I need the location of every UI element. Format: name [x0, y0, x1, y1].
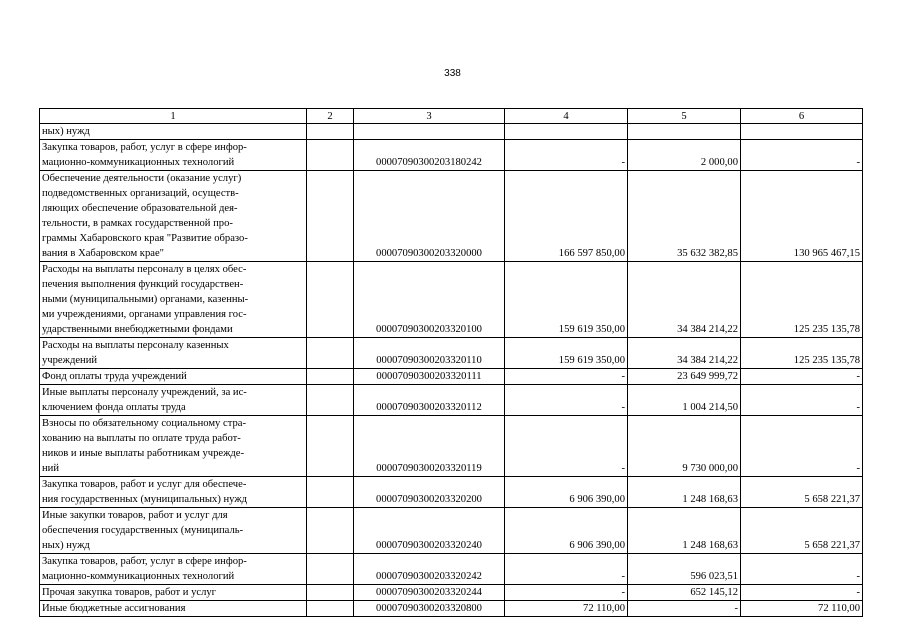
- row-value-col5: 2 000,00: [628, 140, 741, 171]
- row-name-line: печения выполнения функций государствен-: [42, 279, 244, 290]
- row-name-line: ния государственных (муниципальных) нужд: [42, 494, 248, 505]
- row-value-col5: 1 248 168,63: [628, 508, 741, 554]
- row-code: 00007090300203320200: [354, 477, 505, 508]
- row-code: 00007090300203320112: [354, 385, 505, 416]
- row-name-line: ний: [42, 463, 60, 474]
- row-col2: [307, 554, 354, 585]
- row-code: 00007090300203320000: [354, 171, 505, 262]
- row-col2: [307, 585, 354, 601]
- row-name: [40, 601, 307, 617]
- row-name: [40, 171, 307, 262]
- row-name-line: мационно-коммуникационных технологий: [42, 157, 235, 168]
- row-name-line: Расходы на выплаты персоналу в целях обес-: [42, 264, 247, 275]
- table-row: [40, 477, 863, 508]
- row-name-line: ляющих обеспечение образовательной дея-: [42, 203, 238, 214]
- row-value-col4: 72 110,00: [505, 601, 628, 617]
- row-value-col5: 652 145,12: [628, 585, 741, 601]
- row-name-line: Прочая закупка товаров, работ и услуг: [42, 587, 217, 598]
- row-code: 00007090300203320800: [354, 601, 505, 617]
- row-code: 00007090300203180242: [354, 140, 505, 171]
- row-col2: [307, 262, 354, 338]
- column-header-6: 6: [741, 109, 863, 124]
- row-value-col6: -: [741, 416, 863, 477]
- row-code: 00007090300203320119: [354, 416, 505, 477]
- row-name-line: ключением фонда оплаты труда: [42, 402, 186, 413]
- row-value-col6: -: [741, 140, 863, 171]
- row-name: [40, 369, 307, 385]
- row-name-line: ных) нужд: [42, 126, 90, 137]
- table-row: [40, 171, 863, 262]
- row-code: 00007090300203320242: [354, 554, 505, 585]
- row-value-col5: 9 730 000,00: [628, 416, 741, 477]
- row-name: [40, 508, 307, 554]
- row-name-line: ников и иные выплаты работникам учрежде-: [42, 448, 245, 459]
- table-header-row: [40, 109, 863, 124]
- table-row: [40, 124, 863, 140]
- row-col2: [307, 140, 354, 171]
- row-name-line: мационно-коммуникационных технологий: [42, 571, 235, 582]
- row-value-col4: 6 906 390,00: [505, 477, 628, 508]
- row-name-line: ударственными внебюджетными фондами: [42, 324, 233, 335]
- row-value-col6: -: [741, 554, 863, 585]
- table-row: [40, 338, 863, 369]
- row-name-line: Иные выплаты персоналу учреждений, за ис-: [42, 387, 247, 398]
- page-number: 338: [444, 68, 461, 79]
- row-col2: [307, 508, 354, 554]
- row-name: [40, 124, 307, 140]
- column-header-4: 4: [505, 109, 628, 124]
- row-col2: [307, 601, 354, 617]
- row-name: [40, 477, 307, 508]
- row-value-col6: 5 658 221,37: [741, 477, 863, 508]
- row-name-line: Иные бюджетные ассигнования: [42, 603, 186, 614]
- row-value-col6: -: [741, 369, 863, 385]
- table-row: [40, 585, 863, 601]
- column-header-1: 1: [40, 109, 307, 124]
- row-col2: [307, 385, 354, 416]
- table-row: [40, 508, 863, 554]
- row-value-col6: -: [741, 385, 863, 416]
- row-name-line: ных) нужд: [42, 540, 90, 551]
- row-value-col4: -: [505, 416, 628, 477]
- row-name: [40, 554, 307, 585]
- row-name-line: подведомственных организаций, осуществ-: [42, 188, 239, 199]
- row-code: [354, 124, 505, 140]
- row-value-col6: 125 235 135,78: [741, 262, 863, 338]
- row-name: [40, 140, 307, 171]
- table-row: [40, 554, 863, 585]
- row-value-col5: 34 384 214,22: [628, 338, 741, 369]
- row-value-col4: 159 619 350,00: [505, 338, 628, 369]
- row-name-line: Закупка товаров, работ, услуг в сфере инфор-: [42, 142, 247, 153]
- row-col2: [307, 416, 354, 477]
- column-header-2: 2: [307, 109, 354, 124]
- row-name: [40, 585, 307, 601]
- row-name-line: Взносы по обязательному социальному стра-: [42, 418, 246, 429]
- row-value-col4: -: [505, 140, 628, 171]
- row-value-col5: -: [628, 601, 741, 617]
- row-value-col5: 34 384 214,22: [628, 262, 741, 338]
- row-col2: [307, 369, 354, 385]
- row-code: 00007090300203320100: [354, 262, 505, 338]
- row-col2: [307, 171, 354, 262]
- row-value-col4: -: [505, 385, 628, 416]
- row-value-col6: 72 110,00: [741, 601, 863, 617]
- row-name-line: учреждений: [42, 355, 98, 366]
- row-name-line: Иные закупки товаров, работ и услуг для: [42, 510, 228, 521]
- row-name-line: ми учреждениями, органами управления гос-: [42, 309, 247, 320]
- row-code: 00007090300203320111: [354, 369, 505, 385]
- row-name-line: Закупка товаров, работ, услуг в сфере инфор-: [42, 556, 247, 567]
- table-row: [40, 140, 863, 171]
- row-name: [40, 262, 307, 338]
- column-header-5: 5: [628, 109, 741, 124]
- row-code: 00007090300203320244: [354, 585, 505, 601]
- row-value-col4: 166 597 850,00: [505, 171, 628, 262]
- column-header-3: 3: [354, 109, 505, 124]
- row-value-col6: -: [741, 585, 863, 601]
- row-name-line: хованию на выплаты по оплате труда работ-: [42, 433, 241, 444]
- row-code: 00007090300203320240: [354, 508, 505, 554]
- table-row: [40, 262, 863, 338]
- row-name-line: Расходы на выплаты персоналу казенных: [42, 340, 229, 351]
- row-name-line: граммы Хабаровского края "Развитие образо-: [42, 233, 248, 244]
- row-code: 00007090300203320110: [354, 338, 505, 369]
- row-name-line: ными (муниципальными) органами, казенны-: [42, 294, 249, 305]
- row-name-line: Закупка товаров, работ и услуг для обеспече-: [42, 479, 247, 490]
- row-value-col6: 5 658 221,37: [741, 508, 863, 554]
- row-value-col4: -: [505, 585, 628, 601]
- table-row: [40, 385, 863, 416]
- row-value-col4: 159 619 350,00: [505, 262, 628, 338]
- budget-table: [39, 108, 863, 617]
- table-body: [40, 109, 863, 617]
- row-name: [40, 338, 307, 369]
- row-value-col5: 23 649 999,72: [628, 369, 741, 385]
- row-value-col4: [505, 124, 628, 140]
- row-name-line: обеспечения государственных (муниципаль-: [42, 525, 244, 536]
- row-value-col6: 125 235 135,78: [741, 338, 863, 369]
- row-value-col5: 1 004 214,50: [628, 385, 741, 416]
- row-name-line: вания в Хабаровском крае": [42, 248, 164, 259]
- row-value-col5: 35 632 382,85: [628, 171, 741, 262]
- row-name: [40, 416, 307, 477]
- table-row: [40, 416, 863, 477]
- row-value-col4: 6 906 390,00: [505, 508, 628, 554]
- row-col2: [307, 124, 354, 140]
- row-value-col5: [628, 124, 741, 140]
- row-value-col5: 1 248 168,63: [628, 477, 741, 508]
- row-value-col6: 130 965 467,15: [741, 171, 863, 262]
- row-name-line: тельности, в рамках государственной про-: [42, 218, 233, 229]
- row-value-col5: 596 023,51: [628, 554, 741, 585]
- row-name-line: Обеспечение деятельности (оказание услуг): [42, 173, 242, 184]
- row-value-col6: [741, 124, 863, 140]
- row-value-col4: -: [505, 554, 628, 585]
- row-value-col4: -: [505, 369, 628, 385]
- table-row: [40, 601, 863, 617]
- row-name: [40, 385, 307, 416]
- row-name-line: Фонд оплаты труда учреждений: [42, 371, 187, 382]
- row-col2: [307, 477, 354, 508]
- table-row: [40, 369, 863, 385]
- row-col2: [307, 338, 354, 369]
